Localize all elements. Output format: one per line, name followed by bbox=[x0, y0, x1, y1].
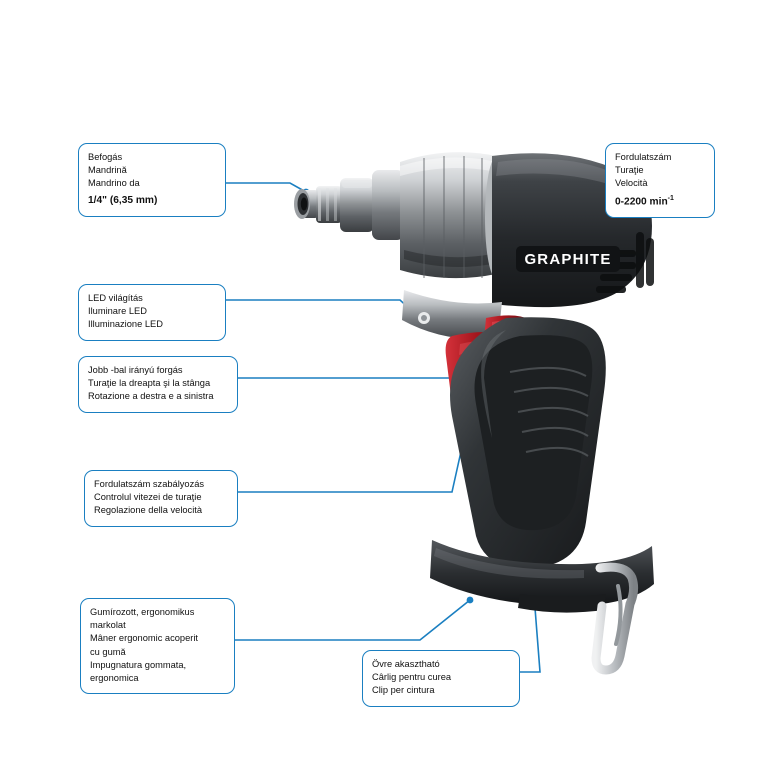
callout-grip-line-0: Gumírozott, ergonomikus bbox=[90, 607, 195, 617]
callout-led-line-0: LED világítás bbox=[88, 293, 143, 303]
callout-chuck-value: 1/4" (6,35 mm) bbox=[88, 194, 158, 206]
callout-chuck-line-2: Mandrino da bbox=[88, 178, 140, 189]
callout-speed-line-1: Turaţie bbox=[615, 165, 644, 176]
callout-speed-value-sup: -1 bbox=[667, 194, 674, 202]
callout-rotation-line-1: Turaţie la dreapta şi la stânga bbox=[88, 378, 211, 389]
callout-grip-line-3: cu gumă bbox=[90, 646, 126, 657]
callout-led bbox=[78, 284, 226, 341]
callout-rotation-line-0: Jobb -bal irányú forgás bbox=[88, 365, 183, 375]
callout-chuck-line-0: Befogás bbox=[88, 152, 123, 162]
callout-grip-line-1: markolat bbox=[90, 620, 126, 631]
callout-grip-line-2: Mâner ergonomic acoperit bbox=[90, 633, 198, 644]
callout-speed-control-line-2: Regolazione della velocità bbox=[94, 505, 203, 516]
callout-speed bbox=[605, 143, 715, 218]
callout-chuck-line-1: Mandrină bbox=[88, 165, 127, 176]
callout-rotation bbox=[78, 356, 238, 413]
chuck-assembly bbox=[294, 170, 404, 240]
callout-belt-clip-line-1: Cârlig pentru curea bbox=[372, 672, 452, 683]
callout-led-line-1: Iluminare LED bbox=[88, 306, 147, 317]
svg-text:GRAPHITE: GRAPHITE bbox=[524, 251, 612, 268]
callout-belt-clip bbox=[362, 650, 520, 707]
handle-grip bbox=[450, 317, 606, 568]
callout-speed-line-0: Fordulatszám bbox=[615, 152, 672, 162]
callout-speed-value bbox=[615, 194, 705, 210]
brand-badge bbox=[516, 246, 620, 272]
callout-grip-line-5: ergonomica bbox=[90, 672, 139, 683]
callout-belt-clip-line-0: Övre akasztható bbox=[372, 659, 440, 669]
callout-grip bbox=[80, 598, 235, 694]
callout-belt-clip-line-2: Clip per cintura bbox=[372, 685, 435, 696]
callout-speed-control-line-0: Fordulatszám szabályozás bbox=[94, 479, 205, 489]
callout-speed-value-text: 0-2200 min bbox=[615, 195, 668, 207]
callout-rotation-line-2: Rotazione a destra e a sinistra bbox=[88, 391, 214, 402]
callout-speed-line-2: Velocità bbox=[615, 178, 648, 189]
callout-speed-control-line-1: Controlul vitezei de turaţie bbox=[94, 492, 202, 503]
callout-chuck bbox=[78, 143, 226, 217]
callout-led-line-2: Illuminazione LED bbox=[88, 319, 163, 330]
callout-speed-control bbox=[84, 470, 238, 527]
callout-grip-line-4: Impugnatura gommata, bbox=[90, 659, 187, 670]
